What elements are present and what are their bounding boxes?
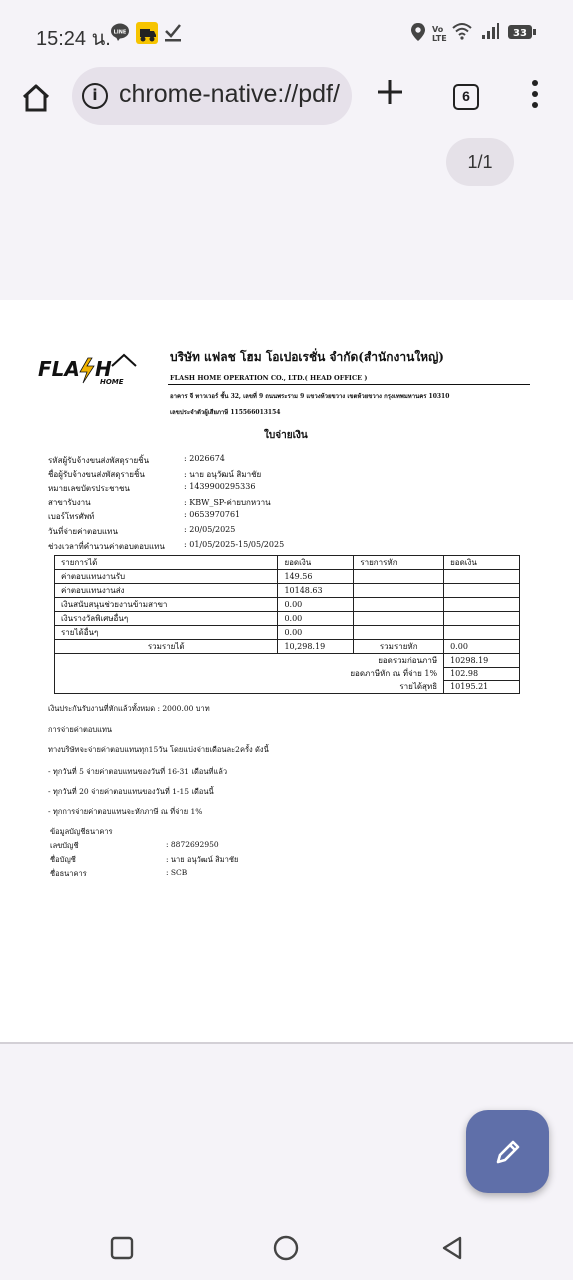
before-tax-value: 10298.19	[444, 654, 520, 668]
withholding-value: 102.98	[444, 667, 520, 680]
bank-heading: ข้อมูลบัญชีธนาคาร	[50, 827, 113, 836]
battery-icon	[508, 24, 536, 44]
info-label: ชื่อผู้รับจ้างขนส่งพัสดุรายชิ้น	[48, 470, 145, 479]
before-tax-label: ยอดรวมก่อนภาษี	[55, 654, 444, 668]
company-address: อาคาร จี ทาวเวอร์ ชั้น 32, เลขที่ 9 ถนนพระราม 9 แขวงห้วยขวาง เขตห้วยขวาง กรุงเทพมหานคร 10310	[170, 393, 450, 400]
pencil-icon	[492, 1136, 524, 1172]
info-label: รหัสผู้รับจ้างขนส่งพัสดุรายชิ้น	[48, 456, 150, 465]
summary-row	[55, 654, 520, 668]
table-cell: 149.56	[278, 570, 354, 584]
location-icon	[410, 22, 426, 46]
table-row	[55, 584, 520, 598]
company-tax-id: เลขประจำตัวผู้เสียภาษี 115566013154	[170, 409, 281, 416]
table-cell	[354, 570, 444, 584]
table-row	[55, 612, 520, 626]
line-icon	[110, 22, 130, 46]
svg-text:H: H	[95, 357, 112, 381]
flash-home-logo	[38, 352, 138, 386]
status-bar	[0, 0, 573, 66]
table-cell: ค่าตอบแทนงานรับ	[55, 570, 278, 584]
bank-label: ชื่อบัญชี	[50, 855, 76, 864]
url-text[interactable]: chrome-native://pdf/	[119, 80, 340, 108]
table-cell	[354, 598, 444, 612]
summary-row	[55, 667, 520, 680]
page-indicator: 1/1	[446, 138, 514, 186]
info-row	[48, 454, 225, 467]
table-header-row	[55, 556, 520, 570]
table-cell: ค่าตอบแทนงานส่ง	[55, 584, 278, 598]
edit-fab-button[interactable]	[466, 1110, 549, 1193]
net-value: 10195.21	[444, 680, 520, 694]
table-cell	[444, 626, 520, 640]
svg-text:LTE: LTE	[432, 34, 447, 42]
table-cell: รายได้อื่นๆ	[55, 626, 278, 640]
bank-label: เลขบัญชี	[50, 841, 79, 850]
payment-table	[54, 555, 520, 694]
bank-value: : SCB	[166, 868, 188, 877]
tab-switcher-button[interactable]: 6	[453, 84, 479, 110]
table-cell	[354, 612, 444, 626]
table-cell	[444, 598, 520, 612]
checkmark-icon	[164, 22, 182, 46]
table-header: ยอดเงิน	[278, 556, 354, 570]
recents-icon[interactable]	[110, 1236, 134, 1264]
withholding-label: ยอดภาษีหัก ณ ที่จ่าย 1%	[55, 667, 444, 680]
net-label: รายได้สุทธิ	[55, 680, 444, 694]
info-value: : 2026674	[184, 454, 225, 463]
wifi-icon	[452, 22, 472, 44]
table-cell: 0.00	[278, 626, 354, 640]
company-name-th: บริษัท แฟลช โฮม โอเปอเรชั่น จำกัด(สำนักงานใหญ่)	[170, 350, 444, 364]
total-deduct-value: 0.00	[444, 640, 520, 654]
table-row	[55, 626, 520, 640]
payment-schedule-item: - ทุกวันที่ 20 จ่ายค่าตอบแทนของวันที่ 1-15 เดือนนี้	[48, 787, 214, 796]
more-options-icon[interactable]	[530, 80, 540, 113]
table-cell: เงินรางวัลพิเศษอื่นๆ	[55, 612, 278, 626]
table-cell	[444, 570, 520, 584]
company-name-en: FLASH HOME OPERATION CO., LTD.( HEAD OFFICE )	[170, 374, 368, 382]
bank-row	[50, 854, 239, 866]
info-label: เบอร์โทรศัพท์	[48, 512, 95, 521]
system-nav-bar	[0, 1212, 573, 1280]
new-tab-icon[interactable]	[376, 78, 404, 112]
total-deduct-label: รวมรายหัก	[354, 640, 444, 654]
table-cell: 0.00	[278, 598, 354, 612]
info-row	[48, 482, 256, 495]
table-row	[55, 570, 520, 584]
info-value: : KBW_SP-ค่ายบกหวาน	[184, 498, 271, 507]
document-title: ใบจ่ายเงิน	[264, 430, 308, 441]
address-bar[interactable]	[72, 67, 352, 125]
table-cell: เงินสนับสนุนช่วยงานข้ามสาขา	[55, 598, 278, 612]
browser-toolbar	[0, 66, 573, 128]
svg-text:HOME: HOME	[100, 378, 124, 386]
info-row	[48, 496, 271, 509]
table-header: รายการได้	[55, 556, 278, 570]
info-value: : 20/05/2025	[184, 525, 236, 534]
table-cell	[444, 612, 520, 626]
home-nav-icon[interactable]	[273, 1235, 299, 1265]
totals-row	[55, 640, 520, 654]
summary-row	[55, 680, 520, 694]
svg-text:Vo: Vo	[432, 25, 444, 34]
svg-text:LINE: LINE	[113, 29, 127, 36]
bank-value: : 8872692950	[166, 840, 219, 849]
info-row	[48, 525, 236, 538]
info-row	[48, 468, 262, 481]
table-cell	[354, 584, 444, 598]
svg-text:FLA: FLA	[38, 357, 80, 381]
bank-value: : นาย อนุวัฒน์ สิมาชัย	[166, 855, 239, 864]
payment-heading: การจ่ายค่าตอบแทน	[48, 725, 113, 734]
table-cell	[354, 626, 444, 640]
volte-icon	[432, 24, 450, 46]
info-value: : 1439900295336	[184, 482, 256, 491]
bank-row	[50, 868, 188, 880]
total-income-label: รวมรายได้	[55, 640, 278, 654]
table-header: ยอดเงิน	[444, 556, 520, 570]
home-icon[interactable]	[20, 82, 52, 114]
delivery-app-icon	[136, 22, 158, 48]
payment-schedule-item: - ทุกการจ่ายค่าตอบแทนจะหักภาษี ณ ที่จ่าย 1%	[48, 807, 203, 816]
info-row	[48, 540, 285, 553]
info-value: : 01/05/2025-15/05/2025	[184, 540, 285, 549]
back-icon[interactable]	[440, 1236, 464, 1264]
total-income-value: 10,298.19	[278, 640, 354, 654]
info-label: วันที่จ่ายค่าตอบแทน	[48, 527, 118, 536]
bank-row	[50, 840, 219, 852]
site-info-icon[interactable]: i	[82, 83, 108, 109]
signal-icon	[481, 22, 499, 44]
info-label: ช่วงเวลาที่คำนวนค่าตอบตอบแทน	[48, 542, 165, 551]
table-cell: 0.00	[278, 612, 354, 626]
info-row	[48, 510, 241, 523]
bank-label: ชื่อธนาคาร	[50, 869, 87, 878]
pdf-page	[0, 300, 573, 1044]
table-cell: 10148.63	[278, 584, 354, 598]
info-value: : นาย อนุวัฒน์ สิมาชัย	[184, 470, 262, 479]
deposit-note: เงินประกันรับงานที่หักแล้วทั้งหมด : 2000.00 บาท	[48, 704, 210, 713]
payment-schedule-note: ทางบริษัทจะจ่ายค่าตอบแทนทุก15วัน โดยแบ่งจ่ายเดือนละ2ครั้ง ดังนี้	[48, 745, 269, 754]
info-label: หมายเลขบัตรประชาชน	[48, 484, 130, 493]
table-cell	[444, 584, 520, 598]
header-divider	[168, 384, 530, 385]
battery-level: 33	[513, 28, 527, 39]
payment-slip	[0, 300, 573, 1042]
status-time: 15:24 น.	[36, 28, 111, 50]
table-row	[55, 598, 520, 612]
payment-schedule-item: - ทุกวันที่ 5 จ่ายค่าตอบแทนของวันที่ 16-31 เดือนที่แล้ว	[48, 767, 228, 776]
info-value: : 0653970761	[184, 510, 241, 519]
info-label: สาขารับงาน	[48, 498, 91, 507]
table-header: รายการหัก	[354, 556, 444, 570]
